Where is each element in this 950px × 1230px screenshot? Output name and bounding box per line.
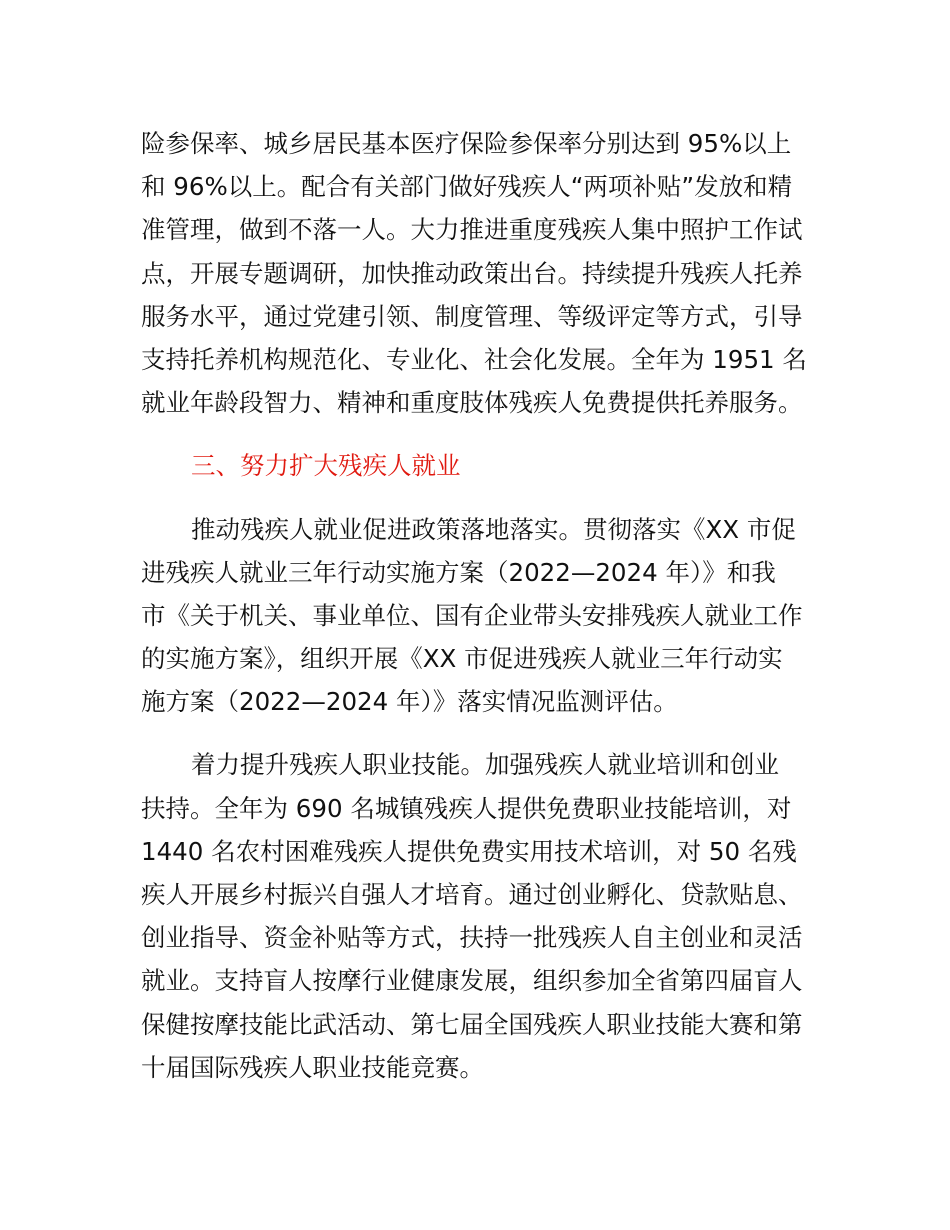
text-line: 支持托养机构规范化、专业化、社会化发展。全年为 1951 名	[141, 344, 807, 374]
document-body	[141, 122, 813, 1089]
text-line: 十届国际残疾人职业技能竞赛。	[141, 1052, 484, 1082]
text-line: 扶持。全年为 690 名城镇残疾人提供免费职业技能培训，对	[141, 793, 792, 823]
text-line: 着力提升残疾人职业技能。加强残疾人就业培训和创业	[191, 750, 779, 780]
paragraph-gap	[141, 424, 813, 444]
text-line: 和 96%以上。配合有关部门做好残疾人“两项补贴”发放和精	[141, 172, 793, 202]
text-line: 准管理，做到不落一人。大力推进重度残疾人集中照护工作试	[141, 215, 803, 245]
section-heading: 三、努力扩大残疾人就业	[191, 451, 461, 481]
paragraph-gap	[141, 488, 813, 508]
paragraph-gap	[141, 723, 813, 743]
text-line: 施方案（2022—2024 年）》落实情况监测评估。	[141, 687, 678, 717]
text-line: 服务水平，通过党建引领、制度管理、等级评定等方式，引导	[141, 301, 803, 331]
text-line: 险参保率、城乡居民基本医疗保险参保率分别达到 95%以上	[141, 129, 792, 158]
text-line: 的实施方案》，组织开展《XX 市促进残疾人就业三年行动实	[141, 644, 783, 674]
text-line: 保健按摩技能比武活动、第七届全国残疾人职业技能大赛和第	[141, 1009, 803, 1039]
text-line: 疾人开展乡村振兴自强人才培育。通过创业孵化、贷款贴息、	[141, 880, 803, 909]
text-line: 1440 名农村困难残疾人提供免费实用技术培训，对 50 名残	[141, 836, 797, 866]
paragraph-vocational-skills	[141, 743, 813, 1089]
text-line: 点，开展专题调研，加快推动政策出台。持续提升残疾人托养	[141, 258, 803, 288]
text-line: 就业。支持盲人按摩行业健康发展，组织参加全省第四届盲人	[141, 966, 803, 996]
paragraph-employment-policy	[141, 508, 813, 724]
text-line: 市《关于机关、事业单位、国有企业带头安排残疾人就业工作	[141, 600, 803, 630]
paragraph-social-security	[141, 122, 813, 424]
text-line: 就业年龄段智力、精神和重度肢体残疾人免费提供托养服务。	[141, 388, 803, 418]
text-line: 创业指导、资金补贴等方式，扶持一批残疾人自主创业和灵活	[141, 923, 803, 953]
text-line: 进残疾人就业三年行动实施方案（2022—2024 年）》和我	[141, 557, 776, 587]
text-line: 推动残疾人就业促进政策落地落实。贯彻落实《XX 市促	[191, 514, 796, 544]
